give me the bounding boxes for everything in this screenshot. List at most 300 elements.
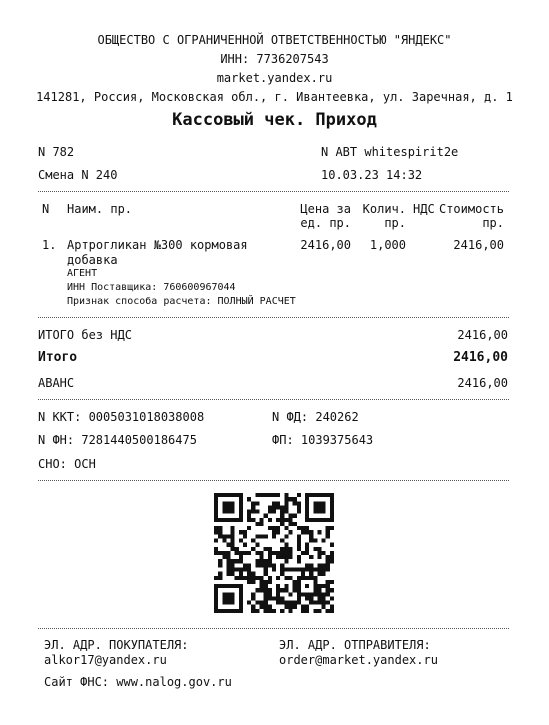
qr-module — [222, 584, 226, 588]
qr-module — [226, 572, 230, 576]
qr-module — [214, 601, 218, 605]
qr-module — [226, 601, 230, 605]
qr-module — [226, 609, 230, 613]
qr-module — [288, 605, 292, 609]
qr-module — [231, 596, 235, 600]
qr-module — [247, 551, 251, 555]
col-qty-header-1: Колич. — [362, 202, 406, 216]
col-vat-header: НДС — [413, 202, 435, 216]
qr-module — [305, 592, 309, 596]
qr-module — [260, 563, 264, 567]
qr-module — [309, 563, 313, 567]
qr-module — [305, 526, 309, 530]
qr-module — [264, 592, 268, 596]
qr-module — [330, 493, 334, 497]
qr-module — [313, 501, 317, 505]
qr-module — [297, 543, 301, 547]
qr-module — [326, 563, 330, 567]
org-address: 141281, Россия, Московская обл., г. Ивантеевка, ул. Заречная, д. 1 — [36, 90, 513, 104]
receipt-title: Кассовый чек. Приход — [172, 110, 377, 130]
qr-module — [218, 572, 222, 576]
qr-module — [214, 584, 218, 588]
qr-module — [214, 497, 218, 501]
qr-module — [218, 534, 222, 538]
qr-module — [260, 493, 264, 497]
qr-module — [264, 601, 268, 605]
qr-module — [280, 588, 284, 592]
qr-module — [226, 534, 230, 538]
qr-module — [309, 572, 313, 576]
qr-module — [322, 563, 326, 567]
qr-module — [288, 547, 292, 551]
org-name: ОБЩЕСТВО С ОГРАНИЧЕННОЙ ОТВЕТСТВЕННОСТЬЮ "ЯНДЕКС" — [97, 33, 452, 47]
item-supplier-inn: ИНН Поставщика: 760600967044 — [67, 282, 236, 293]
qr-module — [243, 530, 247, 534]
qr-module — [313, 584, 317, 588]
qr-module — [322, 601, 326, 605]
qr-module — [268, 547, 272, 551]
qr-module — [272, 501, 276, 505]
qr-module — [280, 510, 284, 514]
item-name-line-1: Артрогликан №300 кормовая — [67, 238, 248, 252]
qr-module — [214, 551, 218, 555]
qr-module — [235, 584, 239, 588]
qr-module — [280, 547, 284, 551]
qr-module — [243, 563, 247, 567]
qr-module — [231, 584, 235, 588]
qr-module — [231, 510, 235, 514]
qr-module — [322, 592, 326, 596]
qr-module — [326, 518, 330, 522]
qr-module — [251, 572, 255, 576]
qr-module — [297, 584, 301, 588]
item-number: 1. — [42, 238, 57, 252]
qr-module — [243, 534, 247, 538]
qr-module — [297, 493, 301, 497]
qr-module — [330, 609, 334, 613]
qr-module — [231, 609, 235, 613]
qr-module — [260, 522, 264, 526]
qr-module — [322, 551, 326, 555]
qr-module — [276, 526, 280, 530]
qr-module — [326, 555, 330, 559]
qr-module — [305, 567, 309, 571]
qr-module — [309, 596, 313, 600]
qr-module — [268, 588, 272, 592]
qr-module — [284, 605, 288, 609]
qr-module — [272, 505, 276, 509]
qr-module — [305, 584, 309, 588]
qr-module — [288, 592, 292, 596]
qr-module — [293, 584, 297, 588]
qr-module — [214, 592, 218, 596]
qr-module — [260, 559, 264, 563]
qr-module — [268, 596, 272, 600]
qr-module — [264, 596, 268, 600]
qr-module — [264, 534, 268, 538]
qr-module — [322, 501, 326, 505]
total-label: Итого — [38, 350, 78, 365]
qr-module — [280, 572, 284, 576]
qr-module — [218, 530, 222, 534]
qr-module — [309, 592, 313, 596]
qr-module — [239, 501, 243, 505]
qr-module — [305, 518, 309, 522]
qr-module — [231, 530, 235, 534]
qr-module — [305, 605, 309, 609]
qr-module — [251, 592, 255, 596]
qr-module — [231, 505, 235, 509]
fn-number: N ФН: 7281440500186475 — [38, 433, 197, 447]
qr-module — [326, 493, 330, 497]
qr-module — [218, 551, 222, 555]
qr-module — [280, 596, 284, 600]
divider — [38, 480, 509, 481]
qr-module — [313, 505, 317, 509]
qr-module — [218, 584, 222, 588]
qr-module — [231, 559, 235, 563]
qr-module — [293, 601, 297, 605]
qr-module — [214, 514, 218, 518]
qr-module — [284, 567, 288, 571]
qr-module — [305, 501, 309, 505]
qr-module — [297, 601, 301, 605]
qr-module — [317, 551, 321, 555]
qr-module — [255, 588, 259, 592]
qr-module — [284, 543, 288, 547]
qr-module — [293, 522, 297, 526]
sender-email: order@market.yandex.ru — [279, 653, 438, 667]
qr-module — [214, 547, 218, 551]
qr-module — [251, 605, 255, 609]
avt-number: N АВТ whitespirit2e — [321, 145, 459, 159]
qr-module — [272, 510, 276, 514]
qr-module — [226, 518, 230, 522]
qr-module — [222, 555, 226, 559]
qr-module — [272, 530, 276, 534]
qr-module — [301, 526, 305, 530]
col-n-header: N — [42, 202, 50, 216]
qr-module — [284, 534, 288, 538]
qr-module — [214, 588, 218, 592]
qr-module — [280, 601, 284, 605]
qr-module — [231, 563, 235, 567]
qr-module — [301, 592, 305, 596]
qr-module — [309, 539, 313, 543]
qr-module — [239, 596, 243, 600]
qr-module — [317, 572, 321, 576]
qr-module — [305, 609, 309, 613]
qr-module — [301, 551, 305, 555]
qr-module — [255, 559, 259, 563]
qr-module — [255, 551, 259, 555]
qr-module — [288, 567, 292, 571]
qr-module — [280, 563, 284, 567]
qr-module — [276, 584, 280, 588]
qr-module — [260, 580, 264, 584]
qr-module — [239, 588, 243, 592]
total-value: 2416,00 — [453, 350, 508, 365]
qr-module — [288, 555, 292, 559]
qr-module — [301, 567, 305, 571]
qr-module — [239, 510, 243, 514]
qr-module — [297, 580, 301, 584]
qr-module — [305, 497, 309, 501]
receipt-number: N 782 — [38, 145, 75, 159]
qr-module — [326, 559, 330, 563]
qr-module — [297, 534, 301, 538]
item-name-line-2: добавка — [67, 253, 118, 267]
qr-module — [268, 555, 272, 559]
qr-module — [326, 567, 330, 571]
qr-module — [284, 526, 288, 530]
qr-module — [305, 563, 309, 567]
col-qty-header-2: пр. — [384, 216, 406, 230]
qr-module — [222, 505, 226, 509]
qr-module — [260, 518, 264, 522]
qr-module — [214, 526, 218, 530]
qr-module — [276, 592, 280, 596]
qr-module — [226, 596, 230, 600]
qr-module — [247, 526, 251, 530]
total-no-vat-value: 2416,00 — [457, 328, 508, 342]
qr-module — [268, 493, 272, 497]
qr-module — [255, 534, 259, 538]
qr-module — [218, 563, 222, 567]
qr-module — [272, 526, 276, 530]
qr-module — [276, 588, 280, 592]
qr-module — [284, 501, 288, 505]
qr-module — [317, 567, 321, 571]
qr-module — [301, 576, 305, 580]
qr-module — [239, 609, 243, 613]
qr-module — [214, 596, 218, 600]
total-no-vat-label: ИТОГО без НДС — [38, 328, 132, 342]
qr-module — [330, 514, 334, 518]
qr-module — [264, 588, 268, 592]
qr-module — [231, 518, 235, 522]
qr-module — [288, 609, 292, 613]
qr-module — [313, 609, 317, 613]
qr-module — [222, 539, 226, 543]
qr-module — [288, 551, 292, 555]
qr-module — [288, 601, 292, 605]
qr-module — [218, 526, 222, 530]
qr-module — [284, 518, 288, 522]
qr-module — [251, 539, 255, 543]
qr-module — [231, 601, 235, 605]
qr-module — [305, 547, 309, 551]
qr-module — [239, 551, 243, 555]
qr-module — [330, 551, 334, 555]
qr-module — [317, 530, 321, 534]
qr-module — [330, 505, 334, 509]
qr-module — [247, 497, 251, 501]
qr-module — [268, 518, 272, 522]
item-cost: 2416,00 — [453, 238, 504, 252]
qr-module — [330, 580, 334, 584]
qr-module — [222, 518, 226, 522]
qr-module — [288, 497, 292, 501]
sno: СНО: ОСН — [38, 457, 96, 471]
qr-module — [301, 530, 305, 534]
item-agent: АГЕНТ — [67, 268, 98, 279]
qr-module — [226, 559, 230, 563]
qr-module — [326, 530, 330, 534]
qr-module — [276, 493, 280, 497]
col-cost-header-2: пр. — [482, 216, 504, 230]
qr-module — [322, 584, 326, 588]
qr-module — [276, 501, 280, 505]
qr-module — [288, 522, 292, 526]
qr-module — [231, 543, 235, 547]
qr-module — [251, 510, 255, 514]
qr-module — [317, 547, 321, 551]
qr-module — [239, 605, 243, 609]
qr-module — [239, 572, 243, 576]
qr-module — [260, 555, 264, 559]
qr-module — [297, 510, 301, 514]
qr-module — [280, 567, 284, 571]
qr-module — [288, 576, 292, 580]
qr-module — [222, 534, 226, 538]
col-cost-header-1: Стоимость — [438, 202, 504, 216]
qr-module — [247, 518, 251, 522]
qr-module — [264, 567, 268, 571]
qr-module — [322, 510, 326, 514]
qr-module — [214, 505, 218, 509]
qr-module — [293, 588, 297, 592]
qr-module — [309, 493, 313, 497]
qr-module — [313, 567, 317, 571]
qr-module — [235, 609, 239, 613]
qr-module — [264, 493, 268, 497]
qr-module — [218, 493, 222, 497]
qr-module — [268, 505, 272, 509]
qr-module — [243, 543, 247, 547]
qr-module — [222, 551, 226, 555]
qr-module — [272, 567, 276, 571]
qr-module — [218, 576, 222, 580]
qr-module — [264, 547, 268, 551]
qr-module — [251, 609, 255, 613]
qr-module — [284, 551, 288, 555]
qr-module — [322, 539, 326, 543]
qr-module — [330, 596, 334, 600]
qr-module — [264, 572, 268, 576]
qr-module — [326, 534, 330, 538]
qr-module — [239, 559, 243, 563]
qr-module — [297, 576, 301, 580]
qr-module — [239, 497, 243, 501]
buyer-email: alkor17@yandex.ru — [44, 653, 167, 667]
qr-module — [284, 493, 288, 497]
org-site: market.yandex.ru — [216, 71, 333, 85]
qr-module — [313, 576, 317, 580]
qr-module — [255, 601, 259, 605]
qr-module — [297, 555, 301, 559]
qr-module — [243, 551, 247, 555]
qr-module — [309, 576, 313, 580]
qr-module — [326, 526, 330, 530]
qr-module — [239, 493, 243, 497]
qr-module — [268, 605, 272, 609]
qr-module — [313, 518, 317, 522]
qr-module — [260, 551, 264, 555]
qr-module — [317, 601, 321, 605]
qr-module — [326, 588, 330, 592]
qr-module — [231, 526, 235, 530]
qr-module — [309, 518, 313, 522]
qr-module — [214, 605, 218, 609]
qr-module — [239, 601, 243, 605]
qr-module — [288, 530, 292, 534]
qr-module — [226, 510, 230, 514]
qr-module — [293, 605, 297, 609]
qr-module — [330, 559, 334, 563]
qr-module — [243, 576, 247, 580]
qr-module — [268, 592, 272, 596]
qr-module — [317, 588, 321, 592]
qr-module — [264, 609, 268, 613]
qr-module — [293, 514, 297, 518]
qr-module — [239, 518, 243, 522]
qr-module — [326, 601, 330, 605]
qr-module — [301, 609, 305, 613]
qr-module — [268, 576, 272, 580]
fp-number: ФП: 1039375643 — [272, 433, 374, 447]
qr-module — [247, 576, 251, 580]
qr-module — [214, 501, 218, 505]
qr-module — [214, 530, 218, 534]
shift-number: Смена N 240 — [38, 168, 118, 182]
qr-module — [255, 563, 259, 567]
qr-module — [226, 505, 230, 509]
qr-module — [239, 555, 243, 559]
qr-module — [330, 497, 334, 501]
qr-module — [222, 493, 226, 497]
qr-module — [313, 547, 317, 551]
qr-module — [313, 588, 317, 592]
qr-module — [305, 551, 309, 555]
qr-module — [330, 518, 334, 522]
qr-module — [272, 609, 276, 613]
qr-module — [226, 543, 230, 547]
qr-module — [280, 518, 284, 522]
col-name-header: Наим. пр. — [67, 202, 133, 216]
qr-module — [272, 563, 276, 567]
qr-module — [280, 522, 284, 526]
qr-module — [305, 510, 309, 514]
qr-module — [297, 505, 301, 509]
qr-module — [231, 539, 235, 543]
qr-module — [309, 601, 313, 605]
qr-module — [239, 592, 243, 596]
qr-module — [297, 547, 301, 551]
qr-module — [288, 518, 292, 522]
divider — [38, 628, 509, 629]
qr-module — [218, 559, 222, 563]
qr-module — [251, 501, 255, 505]
qr-module — [297, 526, 301, 530]
qr-module — [293, 497, 297, 501]
qr-module — [264, 584, 268, 588]
qr-module — [218, 518, 222, 522]
col-price-header-2: ед. пр. — [300, 216, 351, 230]
qr-module — [276, 530, 280, 534]
qr-module — [251, 505, 255, 509]
qr-module — [231, 592, 235, 596]
